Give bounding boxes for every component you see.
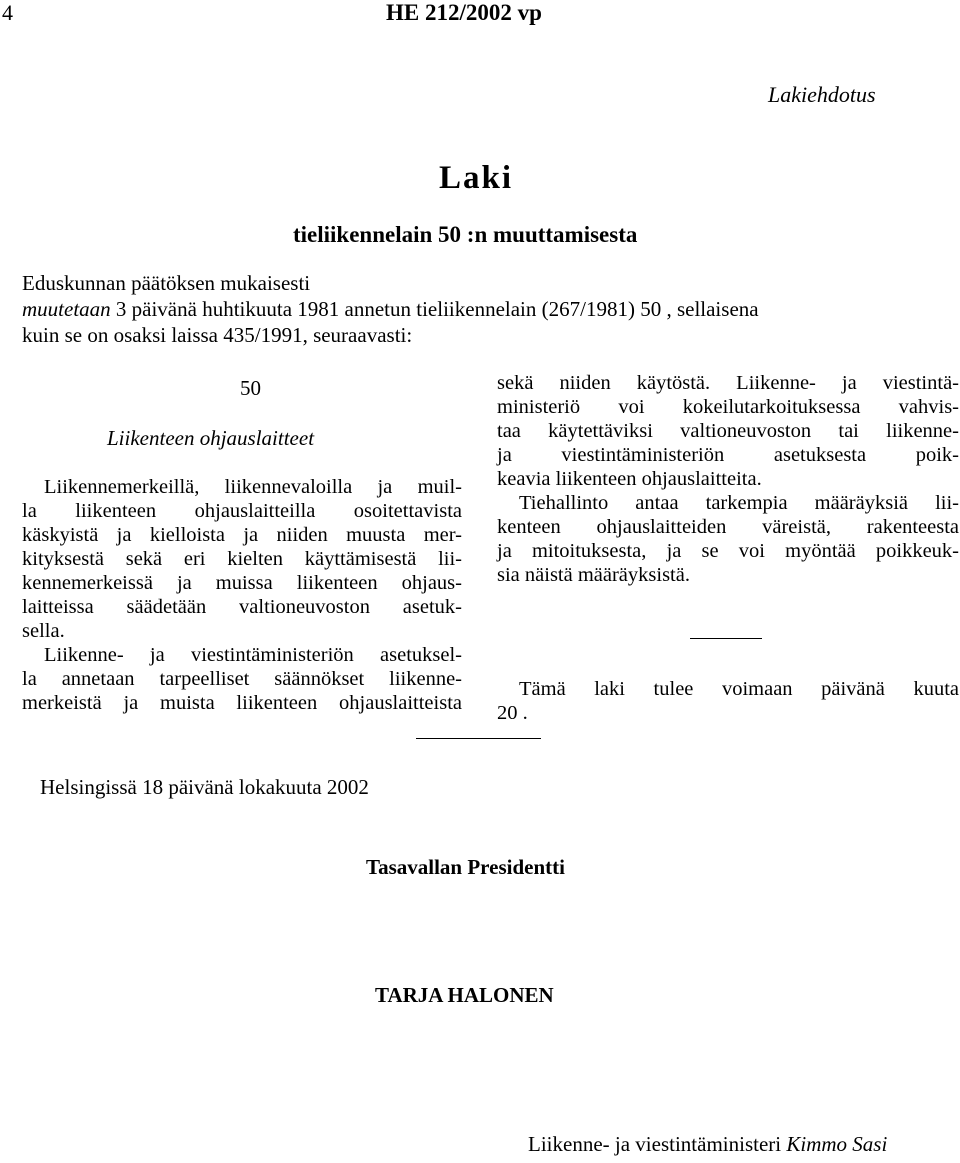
right_column-line: kenteen ohjauslaitteiden väreistä, rakenteesta: [497, 516, 959, 538]
entry-into-force-line-1: Tämä laki tulee voimaan päivänä kuuta: [519, 678, 959, 700]
left_column-line: kennemerkeissä ja muissa liikenteen ohjaus-: [22, 572, 462, 594]
right_column-line: ministeriö voi kokeilutarkoituksessa vahvis-: [497, 396, 959, 418]
minister-name: Kimmo Sasi: [786, 1132, 888, 1156]
right_column-line: sekä niiden käytöstä. Liikenne- ja viestintä-: [497, 372, 959, 394]
right_column-line: sia näistä määräyksistä.: [497, 564, 690, 586]
right_column-line: Tiehallinto antaa tarkempia määräyksiä lii-: [519, 492, 959, 514]
entry-into-force-line-2: 20 .: [497, 702, 528, 724]
left_column-line: merkeistä ja muista liikenteen ohjauslaitteista: [22, 692, 462, 714]
document-reference: HE 212/2002 vp: [386, 0, 542, 25]
left_column-line: Liikenne- ja viestintäministeriön asetuksel-: [44, 644, 462, 666]
right_column-line: ja viestintäministeriön asetuksesta poik-: [497, 444, 959, 466]
right-column-text: [497, 371, 959, 587]
proposal-label: Lakiehdotus: [768, 82, 876, 107]
left_column-line: Liikennemerkeillä, liikennevaloilla ja muil-: [44, 476, 462, 498]
left-column-text: [22, 475, 462, 715]
law-title: Laki: [439, 160, 514, 196]
left_column-line: sella.: [22, 620, 65, 642]
law-subtitle: tieliikennelain 50 :n muuttamisesta: [293, 222, 638, 247]
section-title: Liikenteen ohjauslaitteet: [107, 426, 315, 450]
place-and-date: Helsingissä 18 päivänä lokakuuta 2002: [40, 775, 369, 799]
intro-line-2: [22, 297, 759, 322]
intro-line-2-text: 3 päivänä huhtikuuta 1981 annetun tieliikennelain (267/1981) 50 , sellaisena: [110, 297, 759, 321]
section-number: 50: [240, 376, 261, 400]
left_column-line: laitteissa säädetään valtioneuvoston asetuk-: [22, 596, 462, 618]
left_column-line: kityksestä sekä eri kielten käyttämisestä lii-: [22, 548, 462, 570]
right_column-line: keavia liikenteen ohjauslaitteita.: [497, 468, 762, 490]
right_column-line: taa käytettäviksi valtioneuvoston tai liikenne-: [497, 420, 959, 442]
right_column-line: ja mitoituksesta, ja se voi myöntää poikkeuk-: [497, 540, 959, 562]
president-name: TARJA HALONEN: [375, 983, 554, 1007]
intro-verb: muutetaan: [22, 297, 111, 321]
minister-title: Liikenne- ja viestintäministeri: [528, 1132, 782, 1156]
left_column-line: la liikenteen ohjauslaitteilla osoitettavista: [22, 500, 462, 522]
page-number: 4: [2, 0, 13, 25]
separator-rule-main: [416, 738, 541, 739]
section-heading: [240, 376, 261, 401]
left_column-line: la annetaan tarpeelliset säännökset liikenne-: [22, 668, 462, 690]
entry-into-force: [497, 677, 959, 725]
president-title: Tasavallan Presidentti: [366, 855, 565, 879]
separator-rule-right: [690, 638, 762, 639]
minister-signature: [528, 1132, 887, 1157]
intro-line-3: kuin se on osaksi laissa 435/1991, seuraavasti:: [22, 323, 413, 347]
left_column-line: käskyistä ja kielloista ja niiden muusta mer-: [22, 524, 462, 546]
intro-line-1: Eduskunnan päätöksen mukaisesti: [22, 271, 311, 295]
